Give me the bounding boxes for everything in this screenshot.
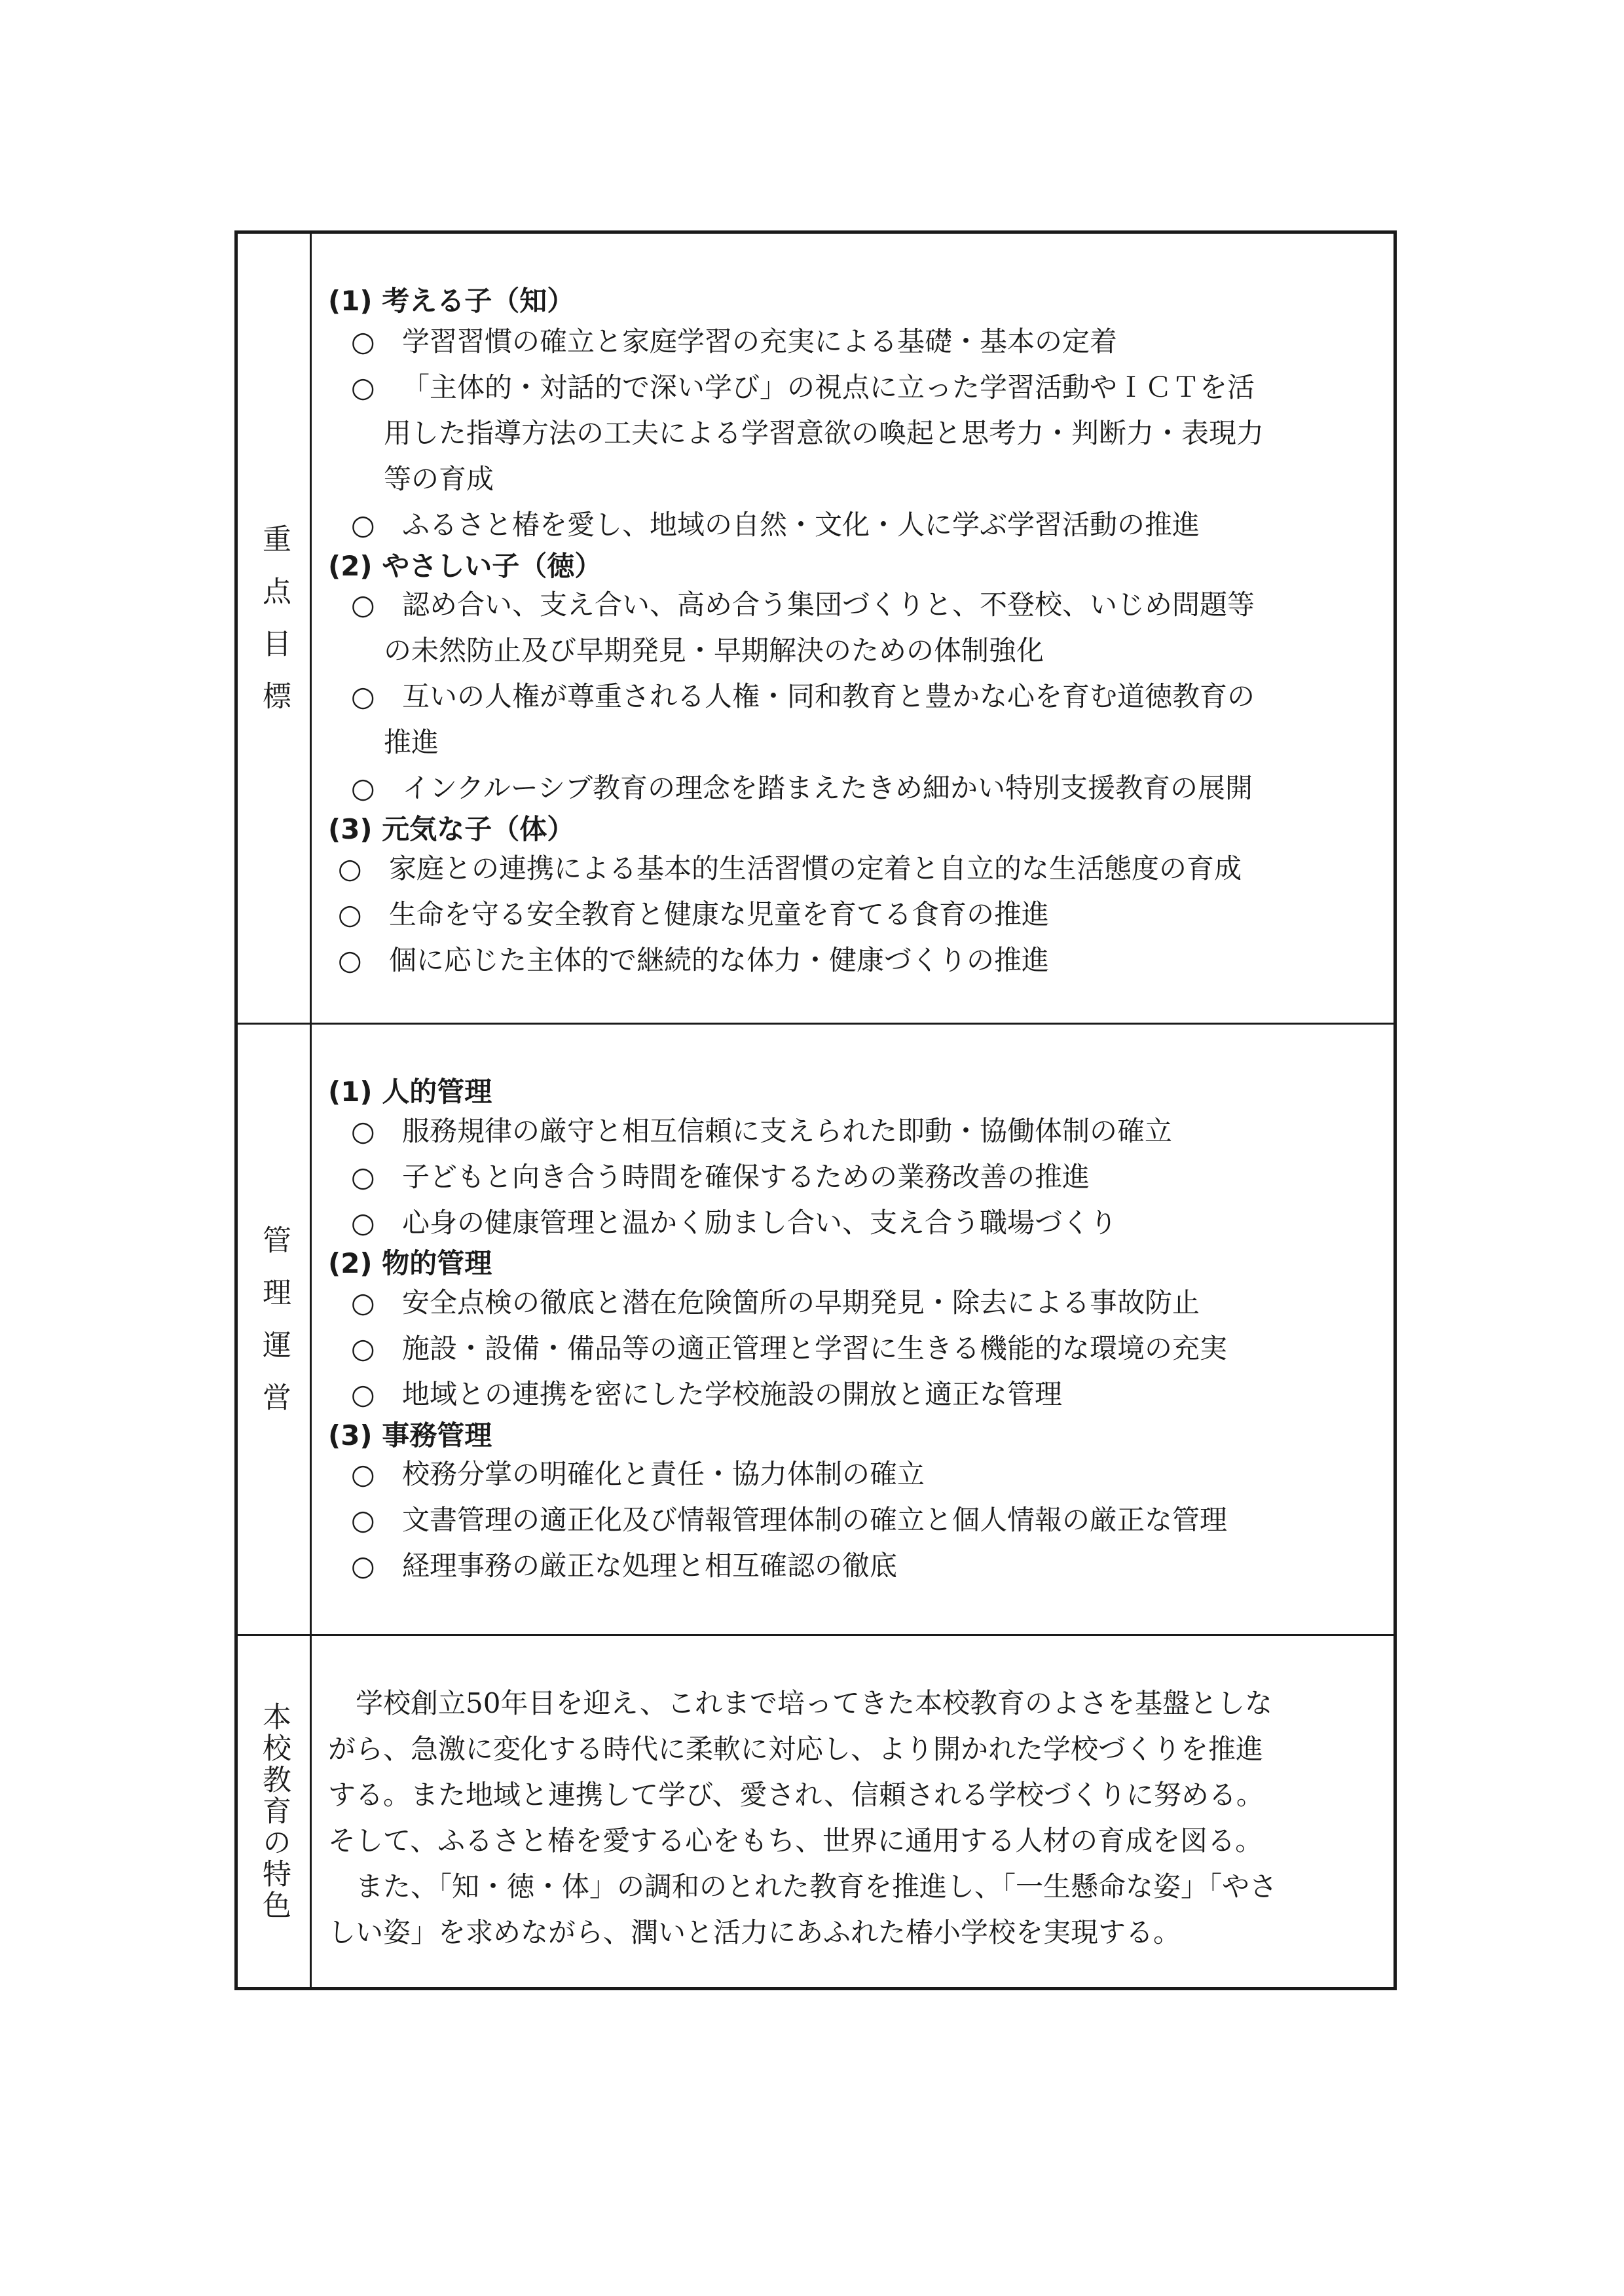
management-s3-item-1 — [351, 1451, 925, 1497]
item-text: ふるさと椿を愛し、地域の自然・文化・人に学ぶ学習活動の推進 — [402, 509, 1200, 541]
goals-s2-item-3 — [351, 765, 1253, 811]
goals-label: 重点目標 — [257, 523, 291, 733]
goals-s2-item-2 — [351, 674, 1255, 720]
goals-s2-item-1-cont-1: の未然防止及び早期発見・早期解決のための体制強化 — [384, 634, 1044, 666]
features-line-3: する。また地域と連携して学び、愛され、信頼される学校づくりに努める。 — [328, 1779, 1264, 1811]
features-line-4: そして、ふるさと椿を愛する心をもち、世界に通用する人材の育成を図る。 — [328, 1825, 1263, 1857]
bullet-circle-icon: ○ — [351, 325, 375, 357]
item-text: 地域との連携を密にした学校施設の開放と適正な管理 — [402, 1378, 1063, 1410]
management-section-1-heading: (1) 人的管理 — [328, 1076, 492, 1108]
features-line-5: また、「知・徳・体」の調和のとれた教育を推進し、「一生懸命な姿」「やさ — [328, 1870, 1278, 1903]
item-text: 子どもと向き合う時間を確保するための業務改善の推進 — [402, 1161, 1090, 1193]
bullet-circle-icon: ○ — [351, 1207, 375, 1239]
features-row — [238, 1636, 1393, 1987]
features-label-cell — [238, 1636, 312, 1987]
management-section-2-heading: (2) 物的管理 — [328, 1247, 492, 1279]
item-text: 服務規律の厳守と相互信頼に支えられた即動・協働体制の確立 — [402, 1115, 1173, 1147]
goals-s3-item-3 — [338, 938, 1049, 983]
management-s2-item-3 — [351, 1372, 1062, 1417]
goals-s1-item-3 — [351, 502, 1200, 548]
management-s1-item-2 — [351, 1154, 1090, 1200]
goals-section-3-heading: (3) 元気な子（体） — [328, 813, 575, 845]
management-s1-item-3 — [351, 1200, 1117, 1246]
bullet-circle-icon: ○ — [351, 371, 375, 403]
bullet-circle-icon: ○ — [351, 1286, 375, 1319]
bullet-circle-icon: ○ — [351, 1504, 375, 1536]
bullet-circle-icon: ○ — [338, 898, 362, 930]
goals-section-2-heading: (2) やさしい子（徳） — [328, 550, 602, 582]
management-section-3-heading: (3) 事務管理 — [328, 1419, 492, 1451]
management-s3-item-2 — [351, 1497, 1227, 1543]
goals-s1-item-2 — [351, 365, 1255, 410]
goals-s1-item-2-cont-1: 用した指導方法の工夫による学習意欲の喚起と思考力・判断力・表現力 — [384, 417, 1264, 449]
goals-s2-item-1 — [351, 582, 1255, 628]
policy-table — [234, 230, 1397, 1990]
item-text: 認め合い、支え合い、高め合う集団づくりと、不登校、いじめ問題等 — [402, 589, 1255, 621]
management-row — [238, 1025, 1393, 1636]
bullet-circle-icon: ○ — [338, 852, 362, 884]
bullet-circle-icon: ○ — [351, 1458, 375, 1490]
bullet-circle-icon: ○ — [351, 772, 375, 804]
bullet-circle-icon: ○ — [351, 589, 375, 621]
bullet-circle-icon: ○ — [338, 944, 362, 976]
management-s3-item-3 — [351, 1543, 897, 1589]
item-text: 経理事務の厳正な処理と相互確認の徹底 — [402, 1550, 898, 1582]
item-text: 家庭との連携による基本的生活習慣の定着と自立的な生活態度の育成 — [389, 852, 1242, 884]
management-s2-item-1 — [351, 1280, 1200, 1326]
item-text: 文書管理の適正化及び情報管理体制の確立と個人情報の厳正な管理 — [402, 1504, 1228, 1536]
goals-s1-item-1 — [351, 319, 1117, 365]
item-text: 施設・設備・備品等の適正管理と学習に生きる機能的な環境の充実 — [402, 1332, 1228, 1364]
bullet-circle-icon: ○ — [351, 1115, 375, 1147]
goals-s3-item-2 — [338, 892, 1049, 938]
goals-s1-item-2-cont-2: 等の育成 — [384, 463, 494, 495]
bullet-circle-icon: ○ — [351, 1332, 375, 1364]
management-label: 管理運営 — [257, 1224, 291, 1434]
management-content — [312, 1025, 1393, 1634]
goals-label-cell — [238, 234, 312, 1023]
bullet-circle-icon: ○ — [351, 1550, 375, 1582]
item-text: 心身の健康管理と温かく励まし合い、支え合う職場づくり — [402, 1207, 1118, 1239]
features-line-2: がら、急激に変化する時代に柔軟に対応し、より開かれた学校づくりを推進 — [328, 1733, 1264, 1765]
management-s2-item-2 — [351, 1326, 1227, 1372]
goals-section-1-heading: (1) 考える子（知） — [328, 285, 575, 317]
item-text: インクルーシブ教育の理念を踏まえたきめ細かい特別支援教育の展開 — [402, 772, 1253, 804]
management-label-cell — [238, 1025, 312, 1634]
item-text: 生命を守る安全教育と健康な児童を育てる食育の推進 — [389, 898, 1050, 930]
item-text: 学習習慣の確立と家庭学習の充実による基礎・基本の定着 — [402, 325, 1118, 357]
item-text: 互いの人権が尊重される人権・同和教育と豊かな心を育む道徳教育の — [402, 680, 1255, 712]
goals-row — [238, 234, 1393, 1025]
bullet-circle-icon: ○ — [351, 1161, 375, 1193]
item-text: 個に応じた主体的で継続的な体力・健康づくりの推進 — [389, 944, 1050, 976]
bullet-circle-icon: ○ — [351, 509, 375, 541]
features-content — [312, 1636, 1393, 1987]
features-line-6: しい姿」を求めながら、潤いと活力にあふれた椿小学校を実現する。 — [328, 1916, 1181, 1948]
goals-s3-item-1 — [338, 846, 1242, 892]
bullet-circle-icon: ○ — [351, 680, 375, 712]
features-label: 本校教育の特色 — [257, 1702, 291, 1922]
item-text: 「主体的・対話的で深い学び」の視点に立った学習活動やＩＣＴを活 — [402, 371, 1255, 403]
bullet-circle-icon: ○ — [351, 1378, 375, 1410]
item-text: 校務分掌の明確化と責任・協力体制の確立 — [402, 1458, 925, 1490]
management-s1-item-1 — [351, 1108, 1172, 1154]
features-line-1: 学校創立50年目を迎え、これまで培ってきた本校教育のよさを基盤としな — [328, 1687, 1272, 1719]
goals-content — [312, 234, 1393, 1023]
goals-s2-item-2-cont-1: 推進 — [384, 726, 439, 758]
item-text: 安全点検の徹底と潜在危険箇所の早期発見・除去による事故防止 — [402, 1286, 1200, 1319]
